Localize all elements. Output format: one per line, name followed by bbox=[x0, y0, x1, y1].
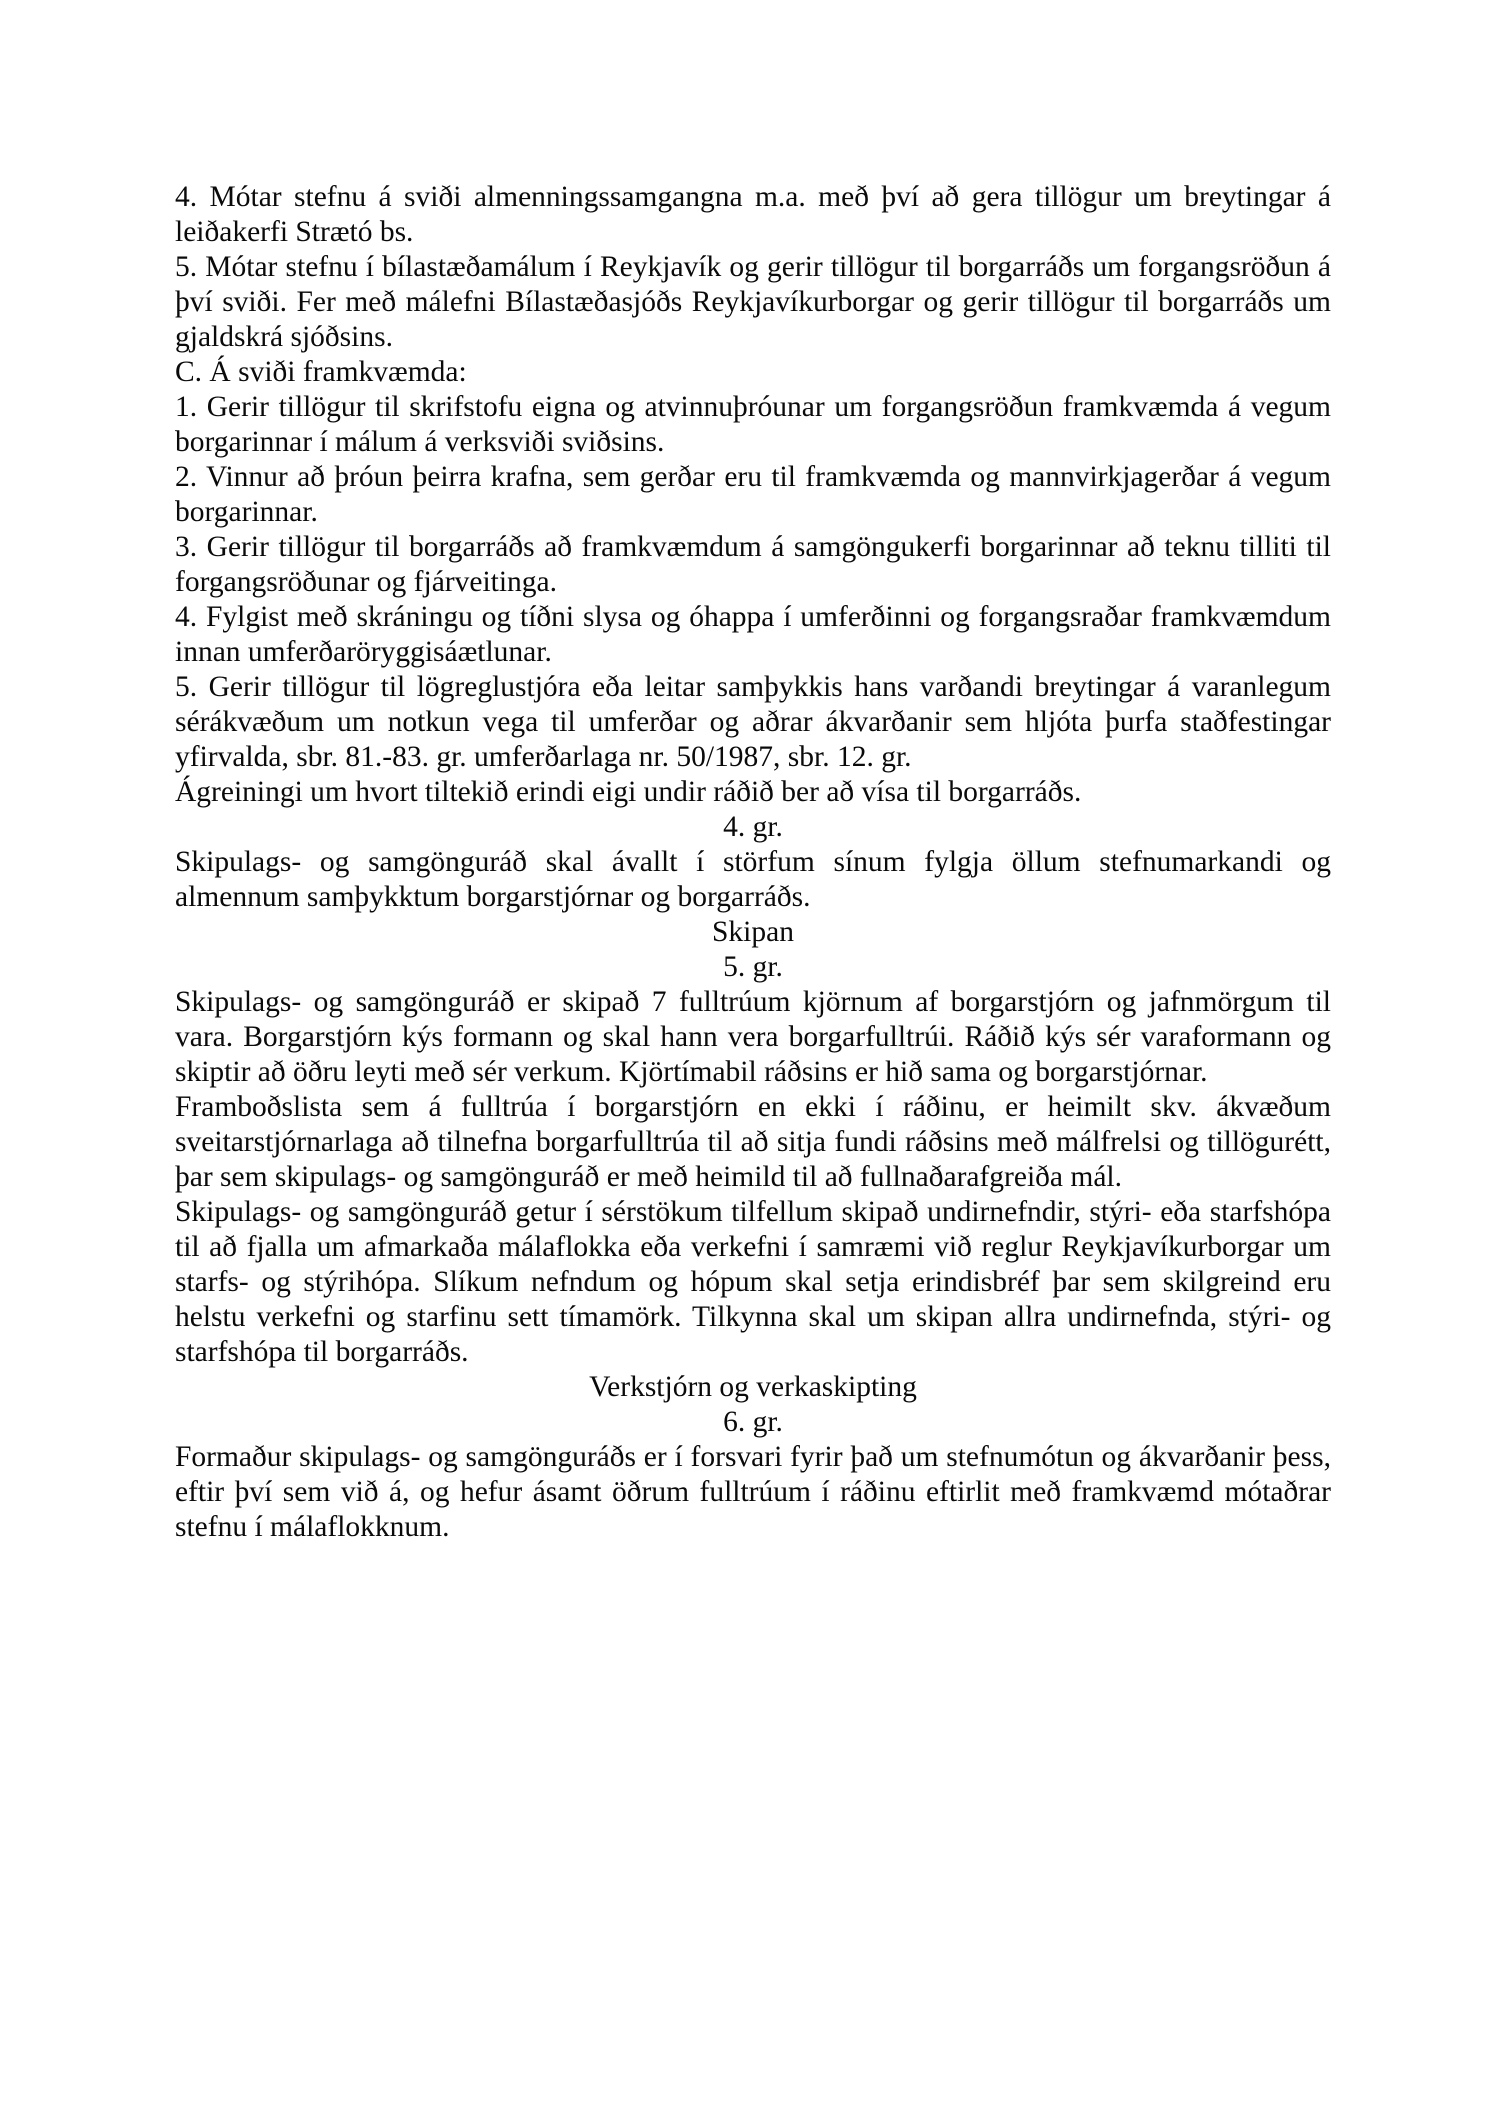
section-c-heading: C. Á sviði framkvæmda: bbox=[175, 356, 467, 388]
article-4-heading: 4. gr. bbox=[723, 811, 783, 843]
transport-item-5: 5. Mótar stefnu í bílastæðamálum í Reykjavík og gerir tillögur til borgarráðs um forgangsröðun á því sviði. Fer með málefni Bílastæðasjóðs Reykjavíkurborgar og gerir tillögur til borgarráðs um gjaldskrá sjóðsins. bbox=[175, 251, 1331, 353]
article-4-body: Skipulags- og samgönguráð skal ávallt í störfum sínum fylgja öllum stefnumarkandi og almennum samþykktum borgarstjórnar og borgarráðs. bbox=[175, 846, 1331, 913]
verkstjorn-section-heading: Verkstjórn og verkaskipting bbox=[589, 1371, 917, 1403]
section-c-item-5: 5. Gerir tillögur til lögreglustjóra eða leitar samþykkis hans varðandi breytingar á varanlegum sérákvæðum um notkun vega til umferðar og aðrar ákvarðanir sem hljóta þurfa staðfestingar yfirvalda, sbr. 81.-83. gr. umferðarlaga nr. 50/1987, sbr. 12. gr. bbox=[175, 671, 1331, 773]
article-5-heading: 5. gr. bbox=[723, 951, 783, 983]
article-5-paragraph-1: Skipulags- og samgönguráð er skipað 7 fulltrúum kjörnum af borgarstjórn og jafnmörgum til vara. Borgarstjórn kýs formann og skal hann vera borgarfulltrúi. Ráðið kýs sér varaformann og skiptir að öðru leyti með sér verkum. Kjörtímabil ráðsins er hið sama og borgarstjórnar. bbox=[175, 986, 1331, 1088]
document-text-block bbox=[175, 180, 1331, 1545]
section-c-item-4: 4. Fylgist með skráningu og tíðni slysa og óhappa í umferðinni og forgangsraðar framkvæmdum innan umferðaröryggisáætlunar. bbox=[175, 601, 1331, 668]
section-c-item-3: 3. Gerir tillögur til borgarráðs að framkvæmdum á samgöngukerfi borgarinnar að teknu tilliti til forgangsröðunar og fjárveitinga. bbox=[175, 531, 1331, 598]
article-5-paragraph-2: Framboðslista sem á fulltrúa í borgarstjórn en ekki í ráðinu, er heimilt skv. ákvæðum sveitarstjórnarlaga að tilnefna borgarfulltrúa til að sitja fundi ráðsins með málfrelsi og tillögurétt, þar sem skipulags- og samgönguráð er með heimild til að fullnaðarafgreiða mál. bbox=[175, 1091, 1331, 1193]
dispute-note: Ágreiningi um hvort tiltekið erindi eigi undir ráðið ber að vísa til borgarráðs. bbox=[175, 776, 1082, 808]
section-c-item-2: 2. Vinnur að þróun þeirra krafna, sem gerðar eru til framkvæmda og mannvirkjagerðar á vegum borgarinnar. bbox=[175, 461, 1331, 528]
article-6-body: Formaður skipulags- og samgönguráðs er í forsvari fyrir það um stefnumótun og ákvarðanir þess, eftir því sem við á, og hefur ásamt öðrum fulltrúum í ráðinu eftirlit með framkvæmd mótaðrar stefnu í málaflokknum. bbox=[175, 1441, 1331, 1543]
transport-item-4: 4. Mótar stefnu á sviði almenningssamgangna m.a. með því að gera tillögur um breytingar á leiðakerfi Strætó bs. bbox=[175, 181, 1331, 248]
skipan-section-heading: Skipan bbox=[712, 916, 794, 948]
section-c-item-1: 1. Gerir tillögur til skrifstofu eigna og atvinnuþróunar um forgangsröðun framkvæmda á vegum borgarinnar í málum á verksviði sviðsins. bbox=[175, 391, 1331, 458]
article-5-paragraph-3: Skipulags- og samgönguráð getur í sérstökum tilfellum skipað undirnefndir, stýri- eða starfshópa til að fjalla um afmarkaða málaflokka eða verkefni í samræmi við reglur Reykjavíkurborgar um starfs- og stýrihópa. Slíkum nefndum og hópum skal setja erindisbréf þar sem skilgreind eru helstu verkefni og starfinu sett tímamörk. Tilkynna skal um skipan allra undirnefnda, stýri- og starfshópa til borgarráðs. bbox=[175, 1196, 1331, 1368]
article-6-heading: 6. gr. bbox=[723, 1406, 783, 1438]
